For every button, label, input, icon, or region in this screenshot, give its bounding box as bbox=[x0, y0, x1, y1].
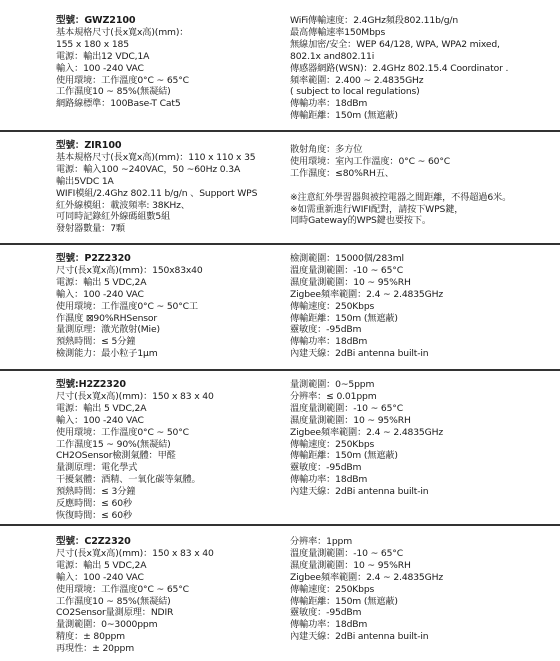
spec-line: 無線加密/安全：WEP 64/128, WPA, WPA2 mixed, bbox=[290, 38, 500, 50]
spec-line: 使用環境：工作溫度0°C ~ 50°C工 bbox=[56, 300, 198, 312]
spec-line: 尺寸(長x寬x高)(mm)：150 x 83 x 40 bbox=[56, 390, 214, 402]
model-title: 型號：ZIR100 bbox=[56, 140, 122, 151]
spec-column-left bbox=[56, 140, 274, 235]
spec-line: 電源：輸入100 ~240VAC，50 ~60Hz 0.3A bbox=[56, 163, 241, 175]
spec-line: 輸出5VDC 1A bbox=[56, 175, 114, 187]
spec-section-p2z2320 bbox=[0, 243, 560, 369]
spec-column-right bbox=[290, 379, 552, 498]
spec-column-left bbox=[56, 379, 274, 522]
spec-line: 分辨率：≤ 0.01ppm bbox=[290, 390, 377, 402]
spec-line: 使用環境：工作溫度0°C ~ 65°C bbox=[56, 583, 189, 595]
spec-line: 靈敏度：-95dBm bbox=[290, 462, 362, 474]
spec-line: 傳輸速度：250Kbps bbox=[290, 300, 375, 312]
spec-line: CO2Sensor量測原理：NDIR bbox=[56, 607, 174, 619]
spec-line: 溫度量測範圍：-10 ~ 65°C bbox=[290, 264, 404, 276]
spec-section-h2z2320 bbox=[0, 369, 560, 524]
spec-line: 干擾氣體：酒精、一氧化碳等氣體。 bbox=[56, 474, 201, 486]
spec-line: 內建天線：2dBi antenna built-in bbox=[290, 486, 429, 498]
spec-column-left bbox=[56, 253, 274, 360]
spec-line: 電源：輸出 5 VDC,2A bbox=[56, 559, 147, 571]
spec-line: 精度：± 80ppm bbox=[56, 631, 125, 643]
spec-line: 內建天線：2dBi antenna built-in bbox=[290, 631, 429, 643]
spec-line: 工作濕度15 ~ 90%(無凝結) bbox=[56, 438, 171, 450]
spec-line: 使用環境：工作溫度0°C ~ 65°C bbox=[56, 74, 189, 86]
spec-line: 使用環境：室內工作溫度：0°C ~ 60°C bbox=[290, 155, 451, 167]
spec-line: 尺寸(長x寬x高)(mm)：150x83x40 bbox=[56, 264, 203, 276]
spec-line: 傳輸功率：18dBm bbox=[290, 474, 368, 486]
spec-line: 傳輸距離：150m (無遮蔽) bbox=[290, 450, 398, 462]
spec-line: 尺寸(長x寬x高)(mm)：150 x 83 x 40 bbox=[56, 547, 214, 559]
spec-line: ( subject to local regulations) bbox=[290, 86, 420, 98]
spec-column-left bbox=[56, 536, 274, 655]
spec-note: ※如需重新進行WIFI配對，請按下WPS鍵， bbox=[290, 203, 464, 215]
spec-line: 檢測能力：最小粒子1μm bbox=[56, 348, 158, 360]
spec-section-c2z2320 bbox=[0, 524, 560, 661]
spec-column-right bbox=[290, 253, 552, 360]
spec-line: 內建天線：2dBi antenna built-in bbox=[290, 348, 429, 360]
spec-line: CH2OSensor檢測氣體：甲醛 bbox=[56, 450, 176, 462]
spec-line: 基本規格尺寸(長x寬x高)(mm)：110 x 110 x 35 bbox=[56, 151, 256, 163]
spec-line: WIFI模組/2.4Ghz 802.11 b/g/n 、Support WPS bbox=[56, 187, 258, 199]
spec-column-right bbox=[290, 536, 552, 643]
spec-line: 再現性：± 20ppm bbox=[56, 643, 135, 655]
spec-line: WiFi傳輸速度：2.4GHz頻段802.11b/g/n bbox=[290, 15, 459, 26]
spec-line: 紅外線模組：載波頻率: 38KHz、 bbox=[56, 199, 190, 211]
spec-line: 分辨率：1ppm bbox=[290, 536, 353, 547]
spec-section-gwz2100 bbox=[0, 0, 560, 130]
spec-line: 預熱時間：≤ 5分鐘 bbox=[56, 336, 136, 348]
spec-line: 傳輸功率：18dBm bbox=[290, 336, 368, 348]
spec-column-right bbox=[290, 144, 552, 227]
spec-line: 傳輸距離：150m (無遮蔽) bbox=[290, 595, 398, 607]
spec-line: 恢復時間：≤ 60秒 bbox=[56, 509, 132, 521]
spec-line: 傳輸功率：18dBm bbox=[290, 98, 368, 110]
spec-line: 傳輸速度：250Kbps bbox=[290, 583, 375, 595]
model-title: 型號：P2Z2320 bbox=[56, 253, 131, 264]
spec-line: 基本規格尺寸(長x寬x高)(mm)： bbox=[56, 26, 189, 38]
spec-line: 靈敏度：-95dBm bbox=[290, 324, 362, 336]
spec-line: 濕度量測範圍：10 ~ 95%RH bbox=[290, 559, 411, 571]
spec-section-zir100 bbox=[0, 130, 560, 243]
spec-line: 電源：輸出 5 VDC,2A bbox=[56, 276, 147, 288]
spec-line: 最高傳輸速率150Mbps bbox=[290, 26, 386, 38]
spec-line: 量測原理：電化學式 bbox=[56, 462, 138, 474]
spec-line: 靈敏度：-95dBm bbox=[290, 607, 362, 619]
spec-line: 傳輸速度：250Kbps bbox=[290, 438, 375, 450]
spec-line: 網路線標準：100Base-T Cat5 bbox=[56, 98, 181, 110]
spec-spacer bbox=[290, 180, 552, 192]
spec-line: 工作濕度：≤80%RH五、 bbox=[290, 167, 394, 179]
spec-line: 濕度量測範圍：10 ~ 95%RH bbox=[290, 414, 411, 426]
spec-line: Zigbee頻率範圍：2.4 ~ 2.4835GHz bbox=[290, 288, 444, 300]
spec-line: 作濕度 ⊠90%RHSensor bbox=[56, 312, 157, 324]
spec-column-left bbox=[56, 15, 274, 110]
spec-line: 155 x 180 x 185 bbox=[56, 38, 129, 50]
spec-line: 802.1x and802.11i bbox=[290, 50, 375, 62]
spec-line: 反應時間：≤ 60秒 bbox=[56, 498, 132, 510]
spec-line: 量測範圍：0~5ppm bbox=[290, 379, 375, 390]
spec-line: 輸入：100 -240 VAC bbox=[56, 414, 144, 426]
spec-line: 輸入：100 -240 VAC bbox=[56, 62, 144, 74]
spec-line: 傳輸功率：18dBm bbox=[290, 619, 368, 631]
spec-line: 輸入：100 -240 VAC bbox=[56, 288, 144, 300]
spec-line: Zigbee頻率範圍：2.4 ~ 2.4835GHz bbox=[290, 571, 444, 583]
model-title: 型號：GWZ2100 bbox=[56, 15, 136, 26]
spec-line: 使用環境：工作溫度0°C ~ 50°C bbox=[56, 426, 189, 438]
spec-line: 電源：輸出12 VDC,1A bbox=[56, 50, 150, 62]
spec-line: 傳輸距離：150m (無遮蔽) bbox=[290, 110, 398, 122]
spec-line: 電源：輸出 5 VDC,2A bbox=[56, 402, 147, 414]
spec-line: 傳輸距離：150m (無遮蔽) bbox=[290, 312, 398, 324]
spec-note: 同時Gateway的WPS鍵也要按下。 bbox=[290, 215, 431, 227]
spec-line: 預熱時間：≤ 3分鐘 bbox=[56, 486, 136, 498]
spec-line: 濕度量測範圍：10 ~ 95%RH bbox=[290, 276, 411, 288]
spec-line: 工作濕度10 ~ 85%(無凝結) bbox=[56, 86, 171, 98]
spec-line: 發射器數量：7顆 bbox=[56, 223, 125, 235]
spec-note: ※注意紅外學習器與被控電器之間距離，不得超過6米。 bbox=[290, 191, 512, 203]
spec-line: 檢測範圍：15000個/283ml bbox=[290, 253, 404, 264]
model-title: 型號:H2Z2320 bbox=[56, 379, 126, 390]
spec-line: 傳感器網路(WSN)：2.4GHz 802.15.4 Coordinator . bbox=[290, 62, 509, 74]
model-title: 型號：C2Z2320 bbox=[56, 536, 131, 547]
spec-line: Zigbee頻率範圍：2.4 ~ 2.4835GHz bbox=[290, 426, 444, 438]
spec-line: 溫度量測範圍：-10 ~ 65°C bbox=[290, 547, 404, 559]
spec-line: 工作濕度10 ~ 85%(無凝結) bbox=[56, 595, 171, 607]
spec-column-right bbox=[290, 15, 552, 122]
spec-line: 量測範圍：0~3000ppm bbox=[56, 619, 158, 631]
spec-line: 輸入：100 -240 VAC bbox=[56, 571, 144, 583]
spec-line: 散射角度：多方位 bbox=[290, 144, 363, 155]
spec-line: 可同時記錄紅外線碼組數5組 bbox=[56, 211, 171, 223]
spec-line: 溫度量測範圍：-10 ~ 65°C bbox=[290, 402, 404, 414]
spec-line: 頻率範圍：2.400 ~ 2.4835GHz bbox=[290, 74, 424, 86]
spec-line: 量測原理：激光散射(Mie) bbox=[56, 324, 160, 336]
